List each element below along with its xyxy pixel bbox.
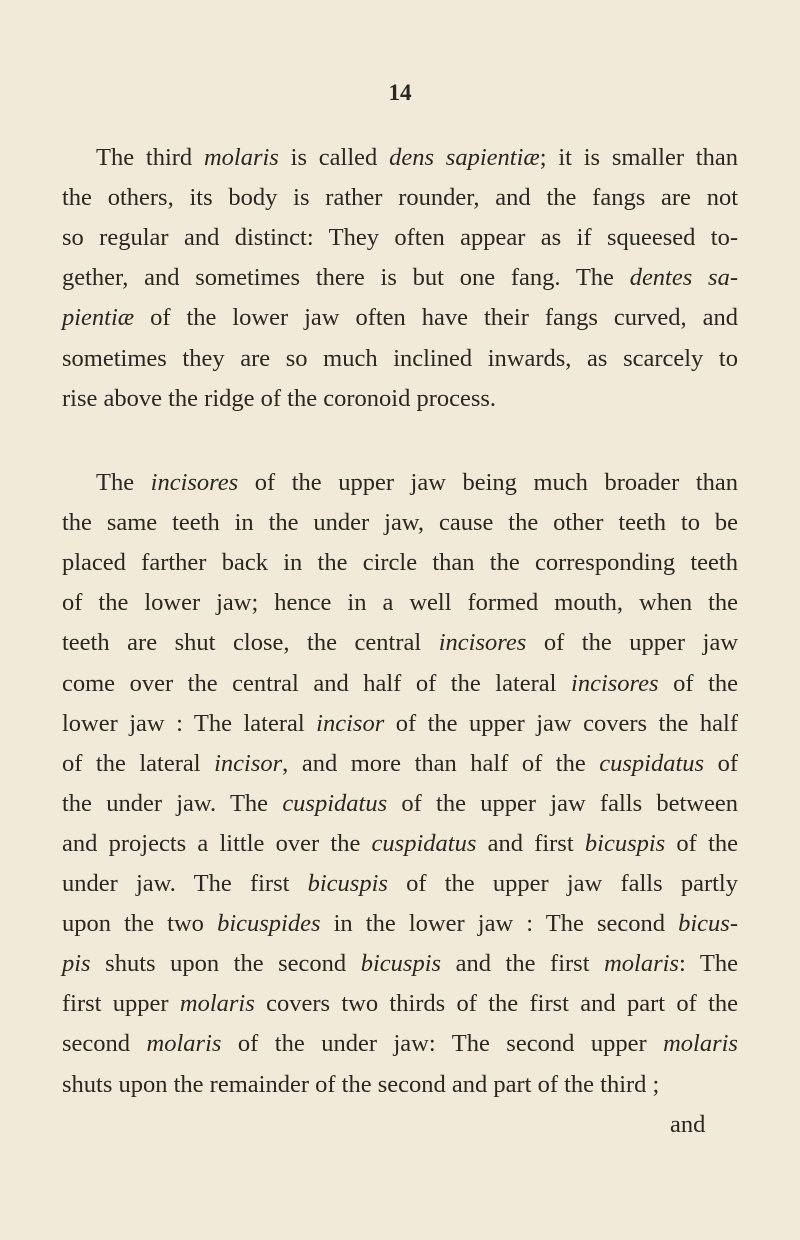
text-line (62, 507, 738, 539)
italic-term: bicuspis (307, 870, 388, 897)
text-run: of the (658, 669, 739, 697)
text-run: shuts upon the second (90, 950, 361, 978)
page-number: 14 (388, 80, 412, 105)
italic-term: molaris (203, 144, 279, 171)
text-line (62, 828, 738, 860)
italic-term: dentes sa- (629, 264, 738, 292)
text-run: of the upper jaw (526, 629, 739, 657)
text-line (62, 788, 738, 820)
text-run: of the lower jaw often have their fangs curved, and (134, 304, 738, 332)
text-line (62, 948, 738, 980)
italic-term: bicuspis (360, 950, 442, 978)
italic-term: incisor (316, 709, 385, 737)
text-line (62, 627, 738, 659)
text-line (62, 222, 738, 254)
text-run: the same teeth in the under jaw, cause the other teeth to be (62, 509, 738, 537)
text-run: the others, its body is rather rounder, and the fangs are not (62, 184, 738, 212)
text-run: gether, and sometimes there is but one fang. The (62, 264, 630, 292)
text-run: and the first (441, 950, 605, 978)
text-run: come over the central and half of the lateral (62, 669, 572, 697)
text-line (62, 383, 496, 415)
text-line (62, 547, 738, 579)
text-run: rise above the ridge of the coronoid process. (62, 384, 497, 412)
text-run: The third (96, 144, 204, 171)
text-run: of the lower jaw; hence in a well formed mouth, when the (62, 589, 738, 617)
text-line (96, 142, 738, 174)
catchword: and (670, 1110, 706, 1138)
text-run: under jaw. The first (62, 870, 308, 897)
italic-term: cuspidatus (371, 829, 477, 857)
text-run: the under jaw. The (62, 789, 283, 817)
text-line (62, 1028, 738, 1060)
text-run: The (96, 469, 151, 496)
text-run: is called (278, 144, 390, 171)
text-run: of the upper jaw covers the half (384, 709, 738, 737)
text-line (62, 1069, 659, 1101)
text-run: and first (476, 829, 585, 857)
text-line (62, 262, 738, 294)
text-run: of the upper jaw being much broader than (238, 469, 739, 496)
italic-term: incisores (150, 469, 239, 496)
text-run: , and more than half of the (282, 749, 600, 777)
italic-term: molaris (663, 1030, 738, 1058)
text-run: teeth are shut close, the central (62, 629, 439, 657)
italic-term: pientiæ (62, 304, 135, 332)
text-run: placed farther back in the circle than the corresponding teeth (62, 549, 738, 577)
text-run: covers two thirds of the first and part of the (254, 990, 738, 1018)
text-run: of the lateral (62, 749, 215, 777)
text-line (62, 868, 738, 900)
text-line (62, 708, 738, 740)
text-run: first upper (62, 990, 180, 1018)
text-run: in the lower jaw : The second (320, 910, 679, 938)
italic-term: incisor (214, 749, 283, 777)
italic-term: dens sapientiæ (389, 144, 540, 171)
text-run: second (62, 1030, 147, 1058)
text-run: shuts upon the remainder of the second and part of the third ; (62, 1070, 660, 1098)
text-run: of the upper jaw falls partly (387, 870, 738, 897)
italic-term: cuspidatus (282, 789, 388, 817)
text-run: : The (678, 950, 738, 978)
text-line (62, 343, 738, 375)
text-run: of the (665, 829, 738, 857)
italic-term: molaris (146, 1030, 222, 1058)
italic-term: incisores (438, 629, 527, 657)
italic-term: molaris (179, 990, 255, 1018)
text-line (62, 302, 738, 334)
italic-term: bicuspis (584, 829, 666, 857)
text-line (62, 182, 738, 214)
text-line (62, 988, 738, 1020)
text-line (96, 467, 738, 499)
text-run: sometimes they are so much inclined inwards, as scarcely to (62, 344, 738, 372)
italic-term: pis (62, 950, 91, 978)
italic-term: molaris (604, 950, 679, 978)
italic-term: bicus- (678, 910, 738, 938)
text-run: of (704, 749, 739, 777)
italic-term: incisores (571, 669, 659, 697)
text-run: so regular and distinct: They often appear as if squeesed to- (62, 224, 738, 252)
text-run: upon the two (62, 910, 218, 938)
text-line (62, 908, 738, 940)
text-run: of the upper jaw falls between (387, 789, 738, 817)
text-run: lower jaw : The lateral (62, 709, 317, 737)
text-line (62, 748, 738, 780)
italic-term: bicuspides (217, 910, 321, 938)
text-run: of the under jaw: The second upper (221, 1030, 664, 1058)
italic-term: cuspidatus (599, 749, 705, 777)
text-line (62, 587, 738, 619)
text-run: ; it is smaller than (539, 144, 738, 171)
text-line (62, 668, 738, 700)
text-run: and projects a little over the (62, 829, 372, 857)
